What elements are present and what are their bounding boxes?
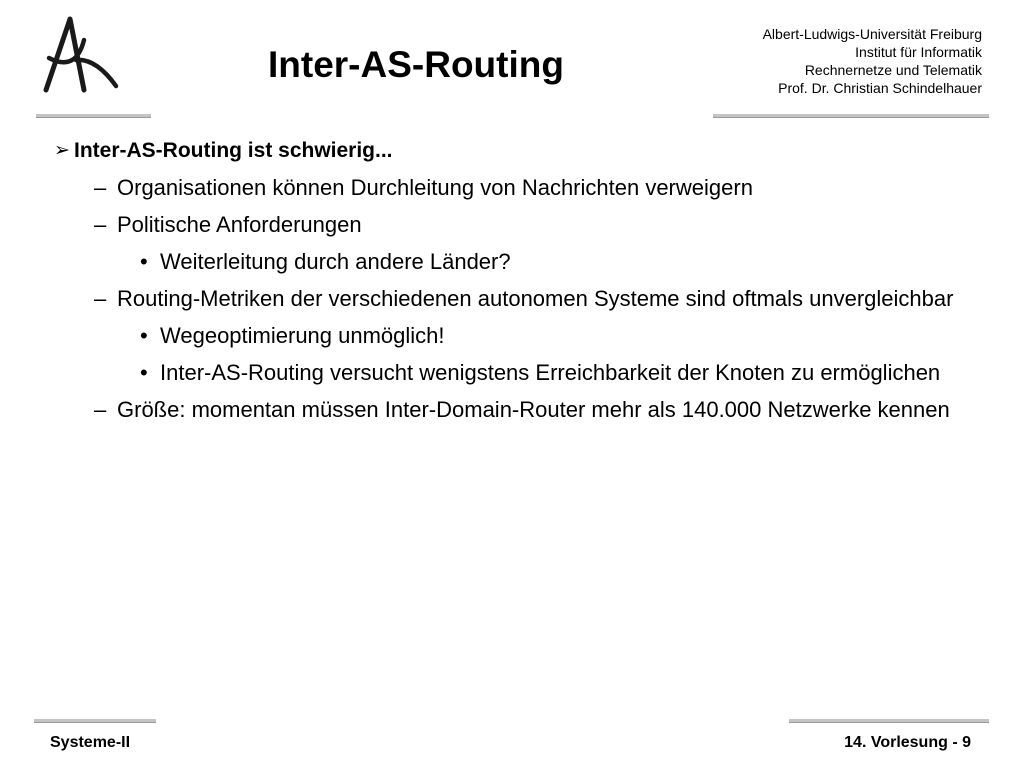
dash-bullet-icon: – xyxy=(94,212,107,237)
affiliation-line: Institut für Informatik xyxy=(855,44,982,60)
dot-bullet-icon: • xyxy=(140,323,148,348)
bullet-text: Inter-AS-Routing ist schwierig... xyxy=(74,139,393,162)
sub-bullet xyxy=(94,283,954,314)
footer-rule-right xyxy=(789,719,989,723)
bullet-text: Wegeoptimierung unmöglich! xyxy=(160,323,445,348)
header-rule-right xyxy=(713,114,989,118)
bullet-text: Routing-Metriken der verschiedenen autonomen Systeme sind oftmals unvergleichbar xyxy=(117,286,954,311)
sub-sub-bullet xyxy=(138,357,954,388)
dash-bullet-icon: – xyxy=(94,175,107,200)
sub-sub-bullet xyxy=(138,320,954,351)
affiliation-block xyxy=(763,25,982,97)
bullet-text: Inter-AS-Routing versucht wenigstens Erreichbarkeit der Knoten zu ermöglichen xyxy=(160,360,941,385)
arrow-bullet-icon: ➢ xyxy=(54,140,70,161)
dash-bullet-icon: – xyxy=(94,397,107,422)
dash-bullet-icon: – xyxy=(94,286,107,311)
sub-sub-bullet xyxy=(138,246,954,277)
slide-title: Inter-AS-Routing xyxy=(268,44,564,85)
header-rule-left xyxy=(36,114,151,118)
main-bullet xyxy=(54,136,954,166)
sub-bullet xyxy=(94,394,954,425)
university-logo-icon xyxy=(40,14,122,94)
footer-course-name: Systeme-II xyxy=(50,734,131,751)
footer-rule-left xyxy=(34,719,156,723)
sub-bullet xyxy=(94,209,954,240)
affiliation-line: Albert-Ludwigs-Universität Freiburg xyxy=(762,26,982,42)
bullet-text: Größe: momentan müssen Inter-Domain-Router mehr als 140.000 Netzwerke kennen xyxy=(117,397,950,422)
bullet-text: Organisationen können Durchleitung von Nachrichten verweigern xyxy=(117,175,753,200)
bullet-text: Weiterleitung durch andere Länder? xyxy=(160,249,511,274)
footer-slide-number: 14. Vorlesung - 9 xyxy=(844,734,971,751)
affiliation-line: Rechnernetze und Telematik xyxy=(804,62,982,78)
slide-content xyxy=(54,136,954,431)
dot-bullet-icon: • xyxy=(140,249,148,274)
sub-bullet xyxy=(94,172,954,203)
affiliation-line: Prof. Dr. Christian Schindelhauer xyxy=(778,80,982,96)
dot-bullet-icon: • xyxy=(140,360,148,385)
bullet-text: Politische Anforderungen xyxy=(117,212,362,237)
